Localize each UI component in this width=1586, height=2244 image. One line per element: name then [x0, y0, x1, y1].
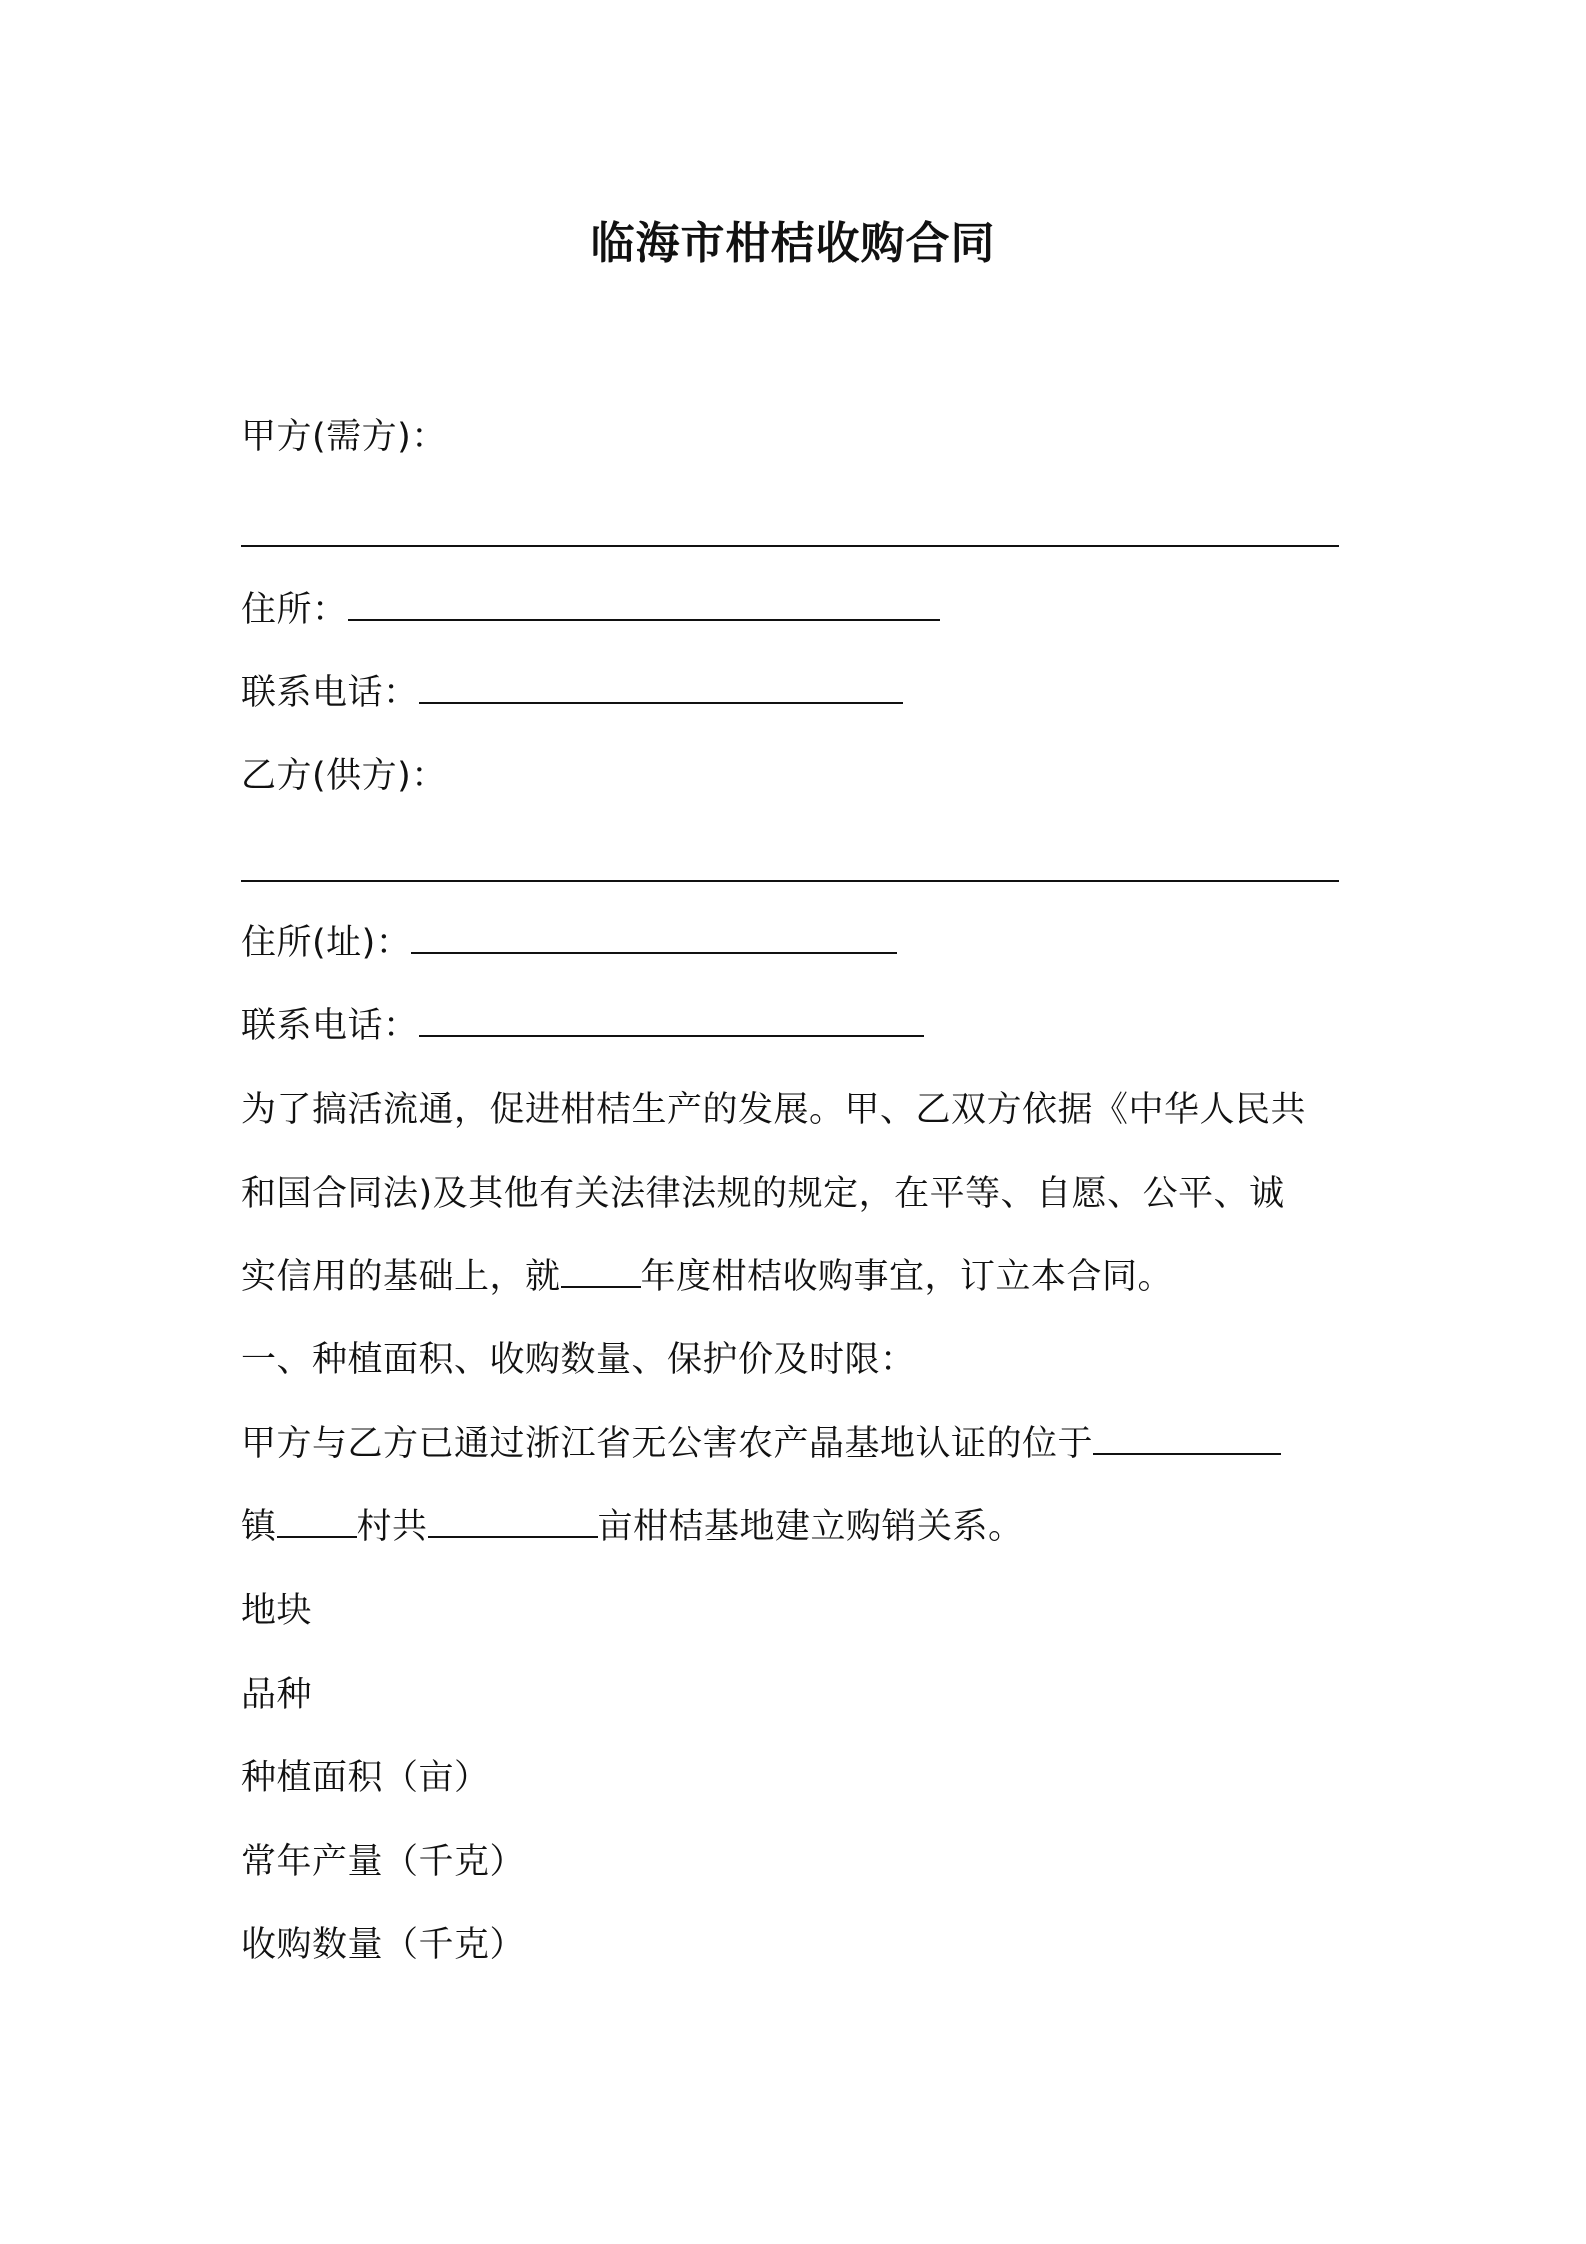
party-b-phone-row: [241, 1001, 924, 1051]
year-blank: [561, 1252, 641, 1288]
party-b-phone-blank: [419, 1001, 924, 1037]
party-b-phone-label: 联系电话：: [241, 1006, 419, 1046]
party-b-label: 乙方(供方)：: [241, 756, 447, 796]
section-1-text-a: 甲方与乙方已通过浙江省无公害农产晶基地认证的位于: [241, 1424, 1094, 1464]
village-suffix: 村共: [356, 1507, 428, 1547]
section-1-para-line-1: [241, 1419, 1281, 1469]
preamble-text-a: 实信用的基础上，就: [241, 1257, 561, 1297]
town-blank: [277, 1502, 357, 1538]
section-1-para-line-2: [241, 1502, 1024, 1552]
area-blank: [428, 1502, 598, 1538]
party-b-address-label: 住所(址)：: [241, 923, 412, 963]
party-a-address-label: 住所：: [241, 590, 348, 630]
preamble-line-2: 和国合同法)及其他有关法律法规的规定，在平等、自愿、公平、诚: [241, 1174, 1285, 1214]
item-annual-yield: 常年产量（千克）: [241, 1842, 526, 1882]
party-a-phone-blank: [419, 668, 903, 704]
party-a-phone-row: [241, 668, 903, 718]
preamble-line-1: 为了搞活流通，促进柑桔生产的发展。甲、乙双方依据《中华人民共: [241, 1090, 1307, 1130]
section-1-text-c: 亩柑桔基地建立购销关系。: [597, 1507, 1024, 1547]
section-1-heading: 一、种植面积、收购数量、保护价及时限：: [241, 1340, 916, 1380]
party-a-phone-label: 联系电话：: [241, 673, 419, 713]
item-planting-area: 种植面积（亩）: [241, 1758, 490, 1798]
document-title: 临海市柑桔收购合同: [590, 218, 996, 269]
item-plot: 地块: [241, 1591, 313, 1631]
party-a-label: 甲方(需方)：: [241, 417, 447, 457]
party-a-name-blank: [241, 545, 1339, 547]
item-purchase-quantity: 收购数量（千克）: [241, 1925, 526, 1965]
party-a-address-row: [241, 585, 940, 635]
party-b-address-row: [241, 918, 897, 968]
party-a-address-blank: [348, 585, 940, 621]
preamble-line-3: [241, 1252, 1173, 1302]
party-b-name-blank: [241, 880, 1339, 882]
party-b-address-blank: [411, 918, 897, 954]
preamble-text-b: 年度柑桔收购事宜，订立本合同。: [640, 1257, 1174, 1297]
item-variety: 品种: [241, 1675, 313, 1715]
town-suffix: 镇: [241, 1507, 277, 1547]
location-blank: [1093, 1419, 1281, 1455]
